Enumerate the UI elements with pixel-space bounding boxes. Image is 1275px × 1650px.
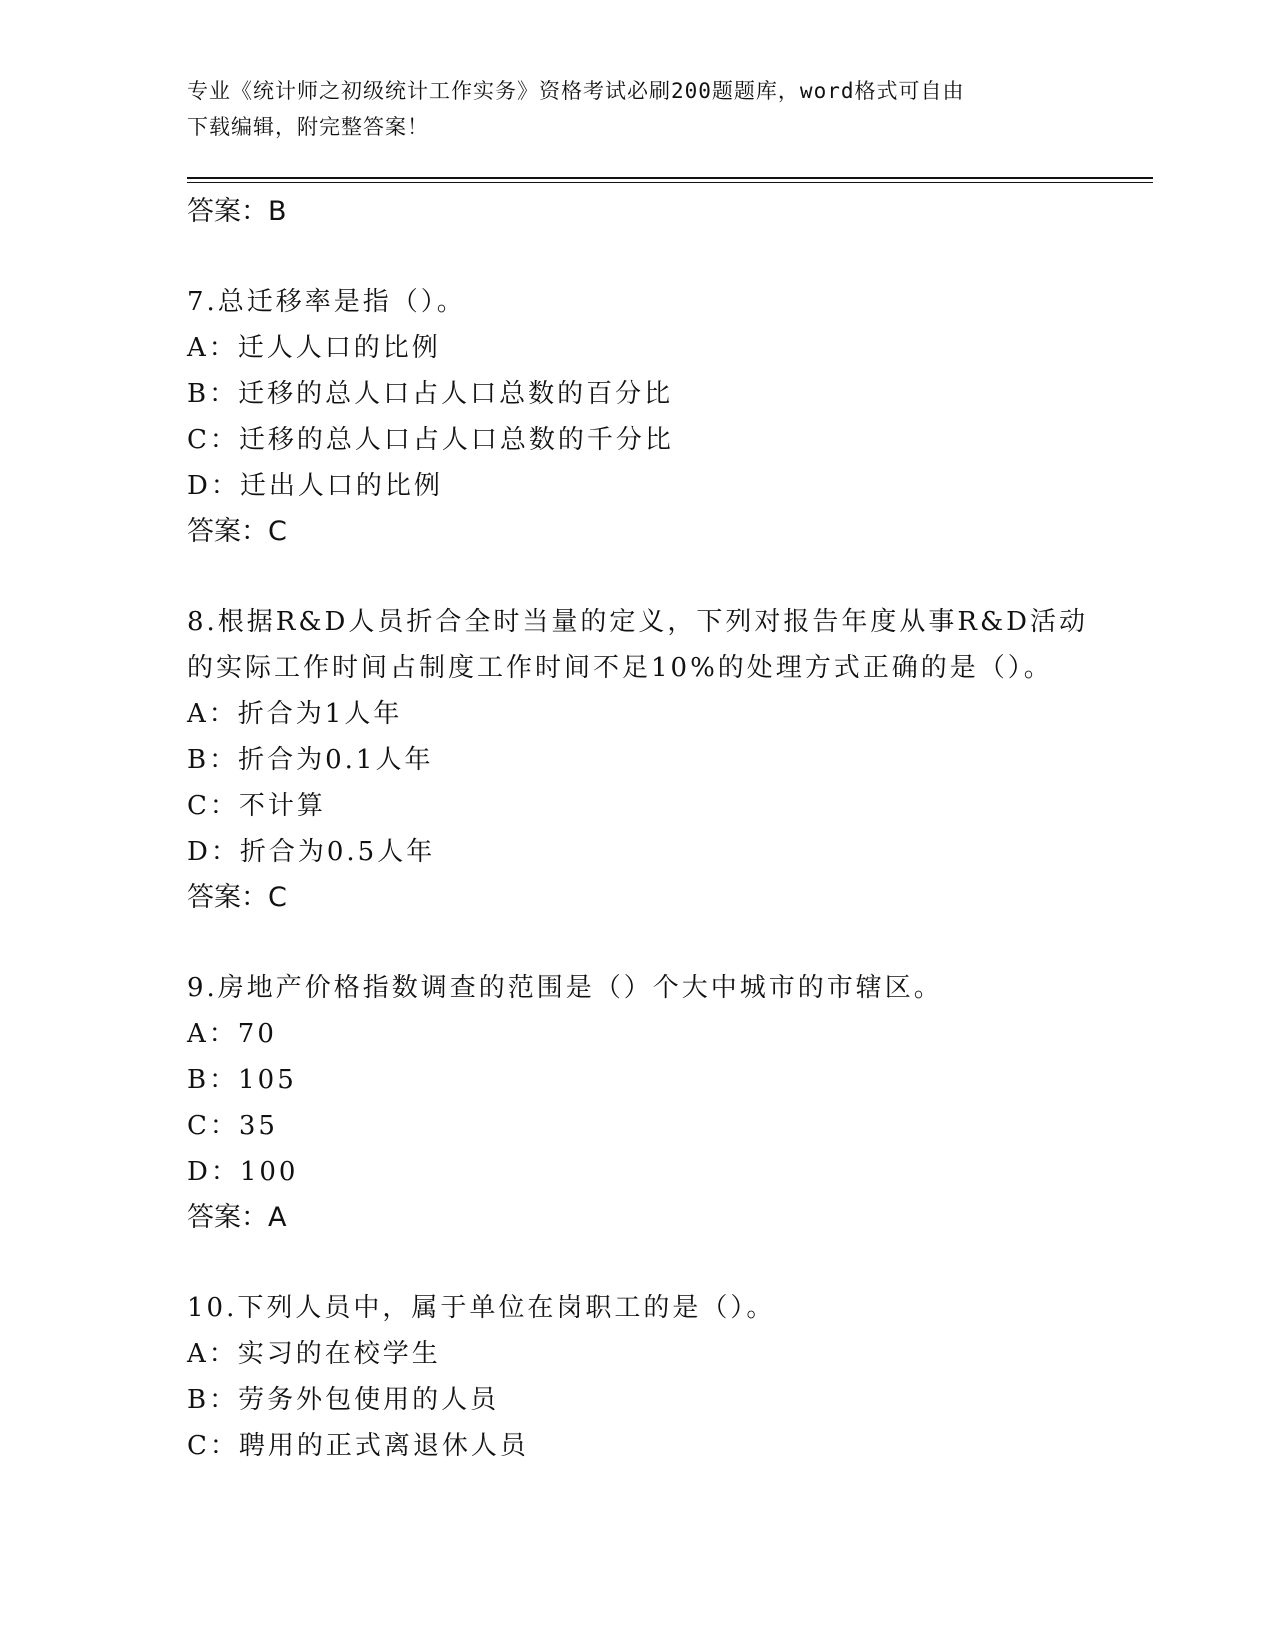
- answer: 答案：C: [187, 516, 287, 547]
- option-b: B：迁移的总人口占人口总数的百分比: [187, 379, 674, 409]
- question-stem: 8.根据R&D人员折合全时当量的定义，下列对报告年度从事R&D活动: [187, 607, 1088, 637]
- option-c: C：不计算: [187, 791, 326, 821]
- option-a: A：折合为1人年: [187, 699, 403, 729]
- option-b: B：折合为0.1人年: [187, 745, 434, 775]
- question-8: [187, 599, 1127, 921]
- spacer: [187, 1241, 1127, 1285]
- option-b: B：劳务外包使用的人员: [187, 1385, 500, 1415]
- option-d: D：100: [187, 1157, 299, 1187]
- option-a: A：迁人人口的比例: [187, 333, 441, 363]
- answer: 答案：C: [187, 882, 287, 913]
- option-c: C：35: [187, 1111, 278, 1141]
- previous-answer: 答案：B: [187, 196, 287, 227]
- question-10: [187, 1285, 1127, 1469]
- spacer: [187, 235, 1127, 279]
- header-divider: [187, 177, 1153, 179]
- question-stem: 9.房地产价格指数调查的范围是（）个大中城市的市辖区。: [187, 973, 943, 1003]
- question-stem-continued: 的实际工作时间占制度工作时间不足10%的处理方式正确的是（）。: [187, 653, 1053, 683]
- option-b: B：105: [187, 1065, 297, 1095]
- question-stem: 10.下列人员中，属于单位在岗职工的是（）。: [187, 1293, 776, 1323]
- option-a: A：实习的在校学生: [187, 1339, 441, 1369]
- document-header: [187, 73, 1067, 145]
- spacer: [187, 921, 1127, 965]
- question-9: [187, 965, 1127, 1241]
- option-d: D：迁出人口的比例: [187, 471, 443, 501]
- header-line-1: 专业《统计师之初级统计工作实务》资格考试必刷200题题库，word格式可自由: [187, 79, 965, 103]
- question-list: [187, 189, 1127, 1469]
- question-7: [187, 279, 1127, 555]
- answer: 答案：A: [187, 1202, 287, 1233]
- option-a: A：70: [187, 1019, 277, 1049]
- option-c: C：聘用的正式离退休人员: [187, 1431, 529, 1461]
- spacer: [187, 555, 1127, 599]
- header-line-2: 下载编辑，附完整答案！: [187, 115, 429, 139]
- option-c: C：迁移的总人口占人口总数的千分比: [187, 425, 674, 455]
- option-d: D：折合为0.5人年: [187, 837, 436, 867]
- header-divider-thin: [187, 182, 1153, 183]
- question-stem: 7.总迁移率是指（）。: [187, 287, 466, 317]
